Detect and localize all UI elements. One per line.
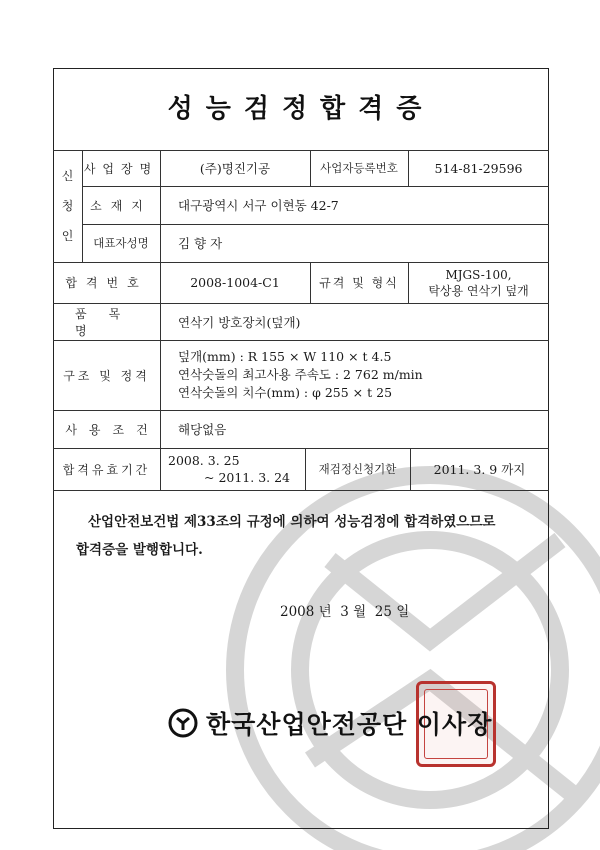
validity-end: ~ 2011. 3. 24 [204,470,291,485]
structure-value [160,340,549,410]
applicant-label-char-3: 인 [61,229,74,243]
issuer-block [168,705,492,741]
ceo-label: 대표자성명 [93,236,149,250]
conditions-label: 사용조건 [65,422,160,437]
registration-label: 사업자등록번호 [320,161,398,175]
statement-line-1: 산업안전보건법 제33조의 규정에 의하여 성능검정에 합격하였으므로 [88,514,496,530]
agency-logo-icon [168,708,198,738]
conditions-value: 해당없음 [178,422,227,437]
validity-start: 2008. 3. 25 [168,453,240,468]
issue-date: 2008 년 3 월 25 일 [280,604,410,620]
address-value: 대구광역시 서구 이현동 42-7 [178,198,339,213]
registration-value: 514-81-29596 [434,160,523,176]
spec-value [408,262,549,303]
reapply-label: 재검정신청기한 [318,462,397,476]
spec-value-line-1: MJGS-100, [445,267,512,282]
statement-line-2: 합격증을 발행합니다. [76,542,203,558]
item-label: 품목명 [75,306,143,338]
structure-line-3: 연삭숫돌의 치수(mm) : φ 255 × t 25 [178,385,393,400]
structure-line-1: 덮개(mm) : R 155 × W 110 × t 4.5 [178,349,392,364]
applicant-label-char-1: 신 [61,169,74,183]
certificate-title: 성능검정합격증 [167,94,435,124]
issuer-name: 한국산업안전공단 이사장 [206,710,493,739]
pass-number-label: 합격번호 [65,276,148,290]
structure-label: 구조 및 정격 [63,368,150,383]
ceo-value: 김 향 자 [178,236,223,251]
pass-number-value: 2008-1004-C1 [190,275,280,290]
company-label: 사업장명 [83,161,159,176]
spec-label: 규격 및 형식 [319,276,399,290]
validity-value [160,448,305,490]
address-label: 소재지 [90,198,152,213]
spec-value-line-2: 탁상용 연삭기 덮개 [428,283,529,298]
item-value: 연삭기 방호장치(덮개) [178,314,301,330]
reapply-value: 2011. 3. 9 까지 [433,462,526,477]
applicant-label [53,150,82,262]
structure-line-2: 연삭숫돌의 최고사용 주속도 : 2 762 m/min [178,367,423,382]
validity-label: 합격유효기간 [62,462,151,477]
company-value: (주)명진기공 [199,161,271,176]
applicant-label-char-2: 청 [61,199,74,213]
